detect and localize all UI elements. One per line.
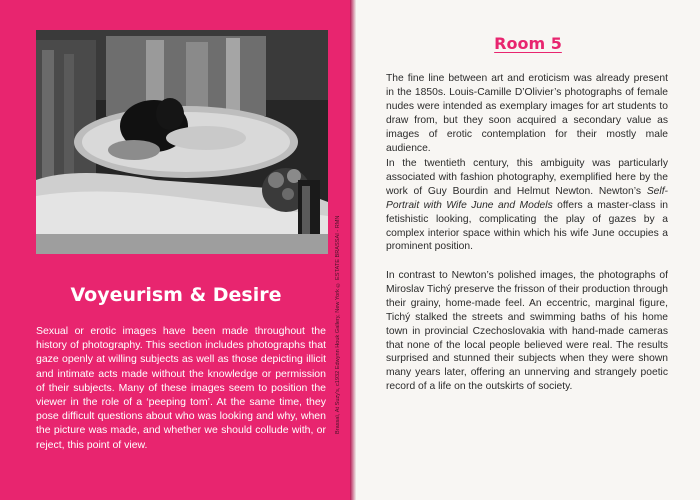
paragraph-text: In the twentieth century, this ambiguity was particularly associated with fashion photography, exemplified here by the work of Guy Bourdin and Helmut Newton. Newton’s [386,158,668,197]
section-description: Sexual or erotic images have been made throughout the history of photography. This section includes photographs that gaze openly at willing subjects as well as those depicting illicit and intimate acts made without the knowledge or permission of their subjects. Many of these images seem to position the viewer in the role of a ‘peeping tom’. At the same time, they pose difficult questions about who was looking and why, when the picture was made, and whether we should collude with, or reject, this point of view. [36,325,326,451]
paragraph-miroslav-tichy: In contrast to Newton’s polished images, the photographs of Miroslav Tichý preserve the frisson of their production through their grainy, home-made feel. An eccentric, marginal figure, Tichý stalked the streets and swimming baths of his home town in provincial Czechoslovakia with hand-made cameras that none of the local people believed were real. The results surprised and stunned their subjects when they were shown many years later, offering an unnerving and strangely poetic record of a life on the outskirts of society. [386,270,668,393]
section-heading: Voyeurism & Desire [70,284,282,306]
room-title: Room 5 [494,34,562,53]
artwork-title: Self-Portrait with Wife June and Models [386,185,668,211]
paragraph-eroticism-1850s: The fine line between art and eroticism was already present in the 1850s. Louis-Camille D’Olivier’s photographs of female nudes were intended as exemplary images for art students to draw from, but they soon acquired a secondary value as images of erotic contemplation for their mostly male audience. [386,73,668,154]
photograph-image [36,30,328,254]
photo-credit: Brassaï, At Suzy's, c1932 Edwynn Houk Gallery, New York © ESTATE BRASSAI - RMN [335,215,341,434]
paragraph-text: offers a master-class in fetishistic looking, complicating the play of gazes by a complex interior space within which his wife June occupies a prominent position. [386,199,668,253]
exhibition-photograph [36,30,328,254]
paragraph-fashion-photography [386,157,668,254]
